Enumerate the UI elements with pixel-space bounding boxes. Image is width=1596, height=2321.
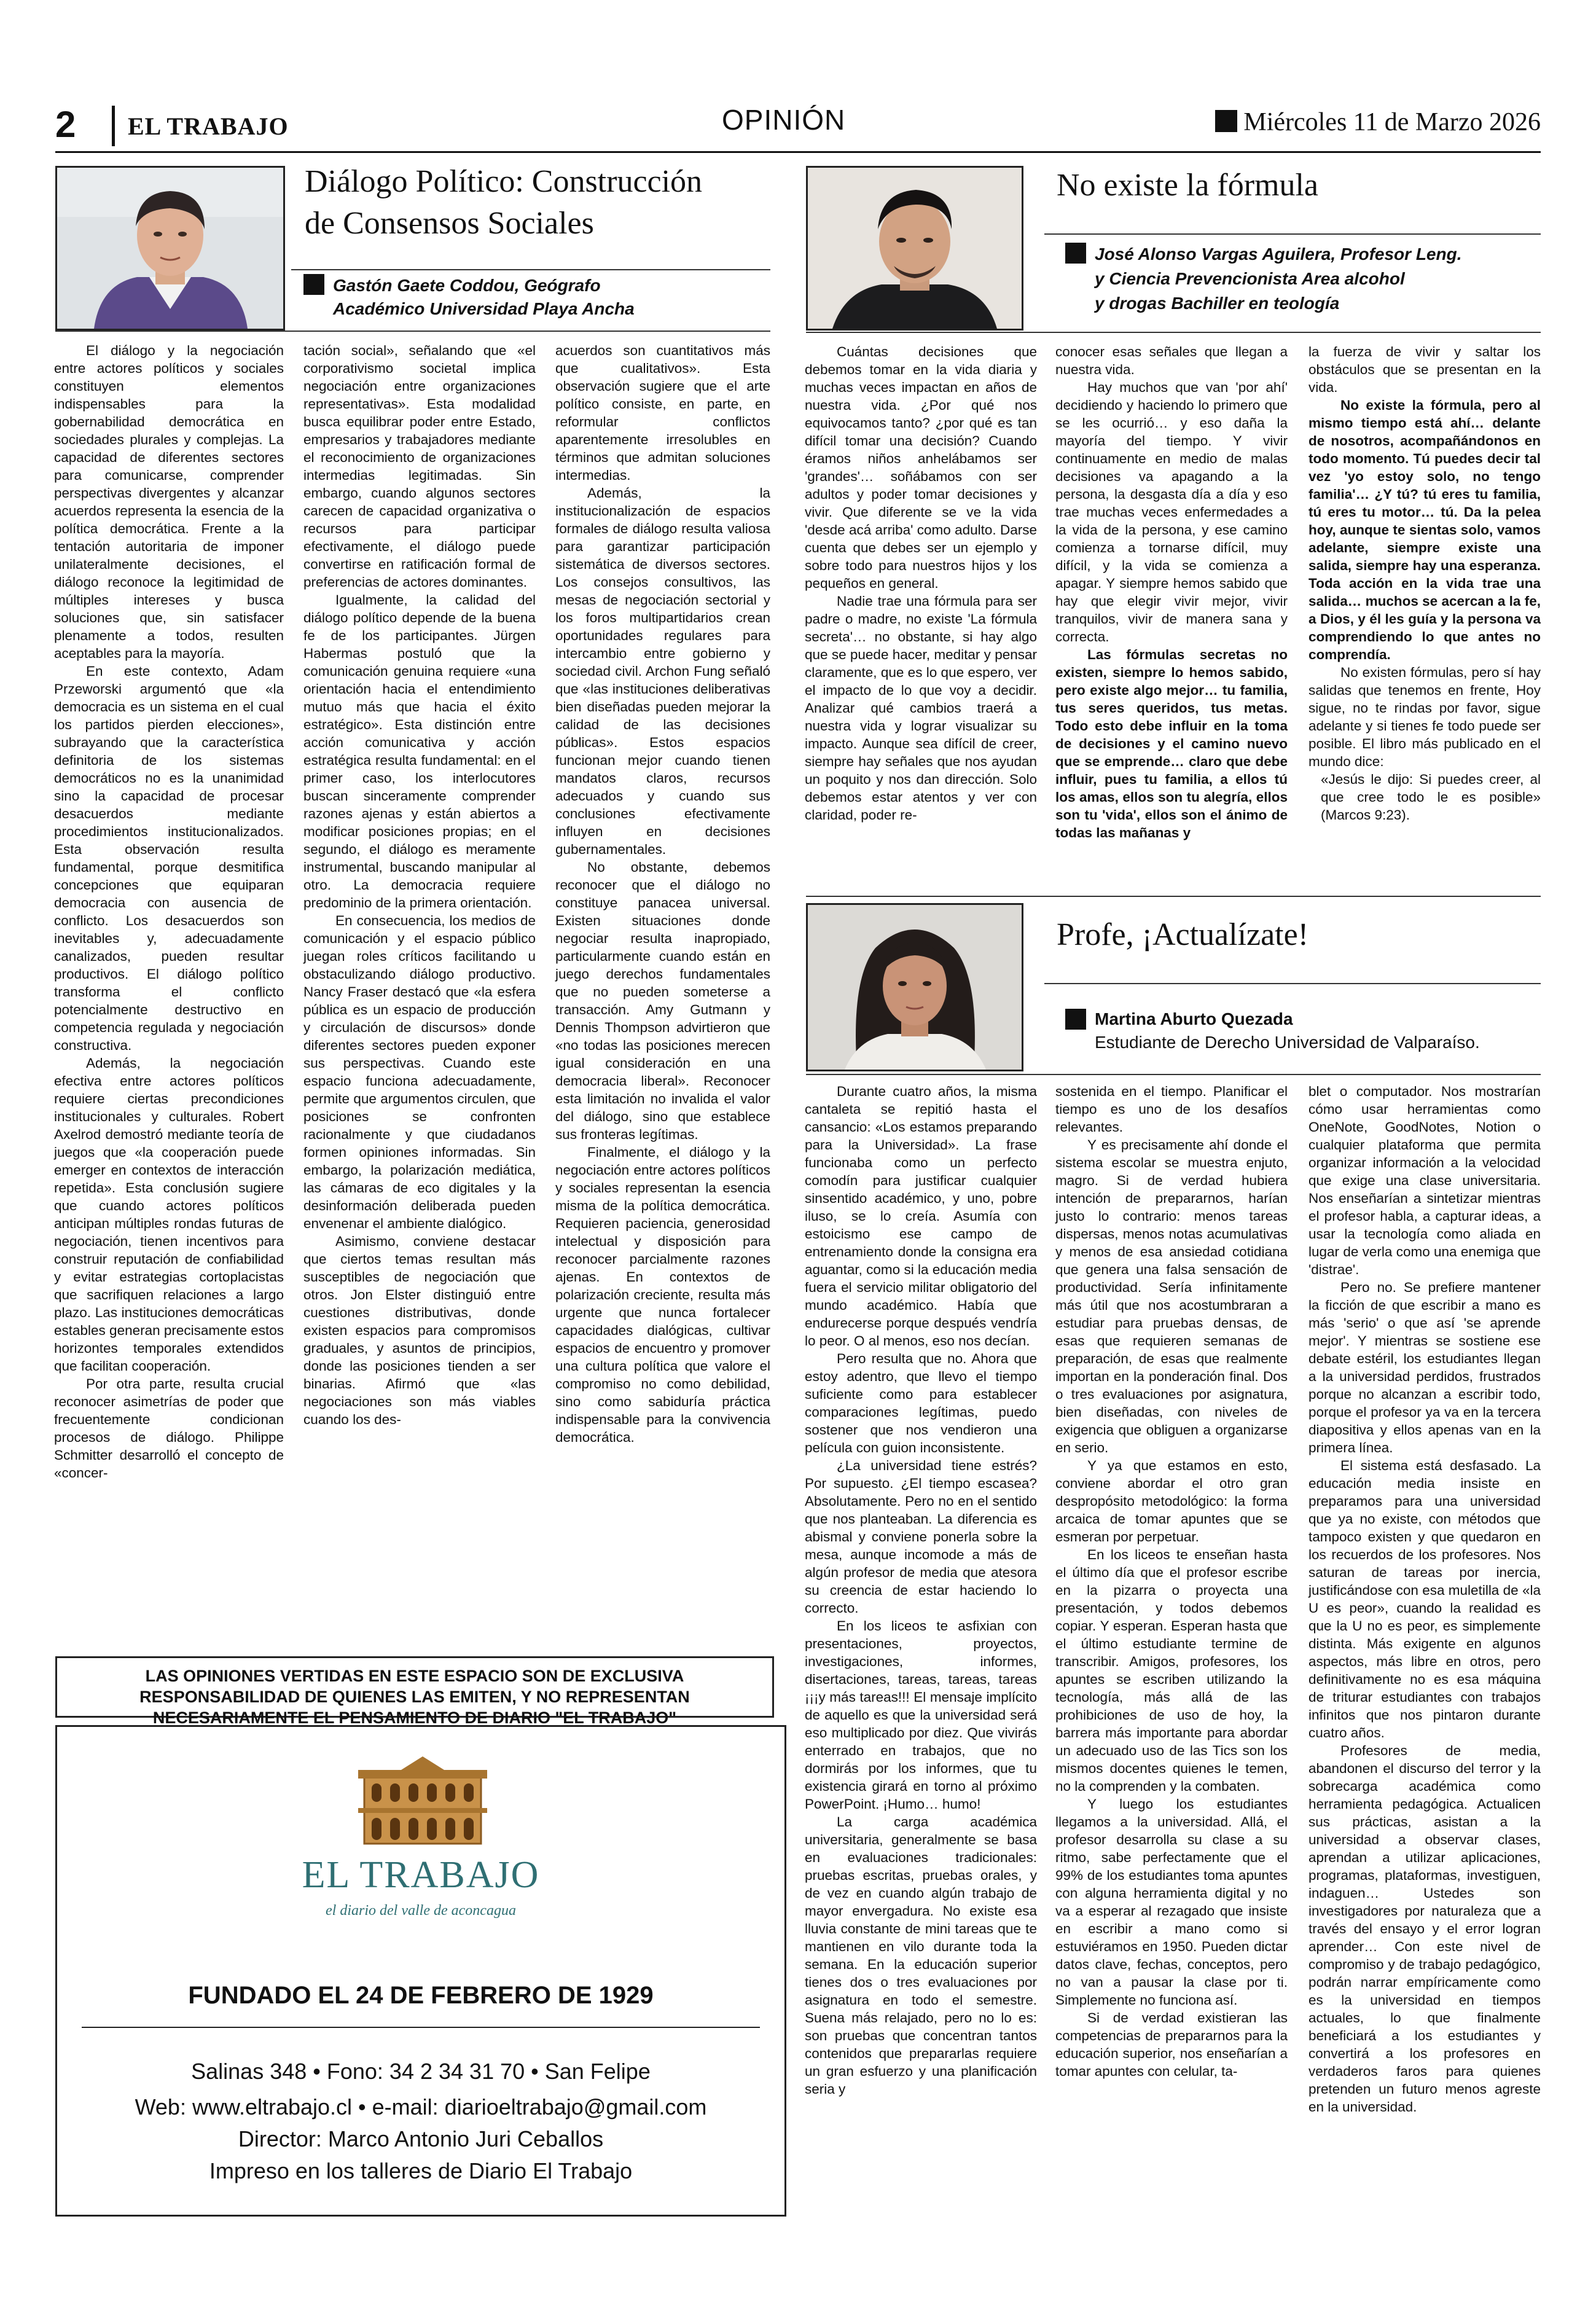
article2-title: No existe la fórmula	[1057, 168, 1318, 203]
article1-paragraph: Asimismo, conviene destacar que ciertos temas resultan más susceptibles de negociación que otros. Jon Elster distinguió entre cuestiones distributivas, donde existen espacios para compromisos graduales, y asuntos de principios, donde las posiciones tienden a ser binarias. Afirmó que «las negociaciones son más viables cuando los des-	[303, 1234, 536, 1427]
contact-line: Web: www.eltrabajo.cl • e-mail: diarioeltrabajo@gmail.com	[135, 2094, 707, 2119]
article3-paragraph: El sistema está desfasado. La educación media insiste en preparamos para una universidad que ya no existe, con métodos que tampoco existen y que quedaron en los recuerdos de los profesores. Nos saturan de tareas por inercia, justificándose con esa muletilla de «la U es peor», cuando la realidad es que la U no es peor, es simplemente distinta. Más exigente en algunos aspectos, más libre en otros, pero definitivamente no es esa máquina de triturar estudiantes con trabajos infinitos que nos pintaron durante cuatro años.	[1308, 1458, 1541, 1740]
article3-paragraph: ¿La universidad tiene estrés? Por supuesto. ¿El tiempo escasea? Absolutamente. Pero no en el sentido que nos planteaban. La diferencia es abismal y conviene ponerla sobre la mesa, aunque incomode a más de algún profesor de media que atesora su creencia de estar haciendo lo correcto.	[805, 1458, 1037, 1616]
article1-paragraph: Además, la institucionalización de espacios formales de diálogo resulta valiosa para garantizar participación sistemática de diversos sectores. Los consejos consultivos, las mesas de negociación sectorial y los foros multipartidarios crean oportunidades regulares para intercambio entre gobierno y sociedad civil. Archon Fung señaló que «las instituciones deliberativas bien diseñadas pueden mejorar la calidad de las decisiones públicas». Estos espacios funcionan mejor cuando tienen mandatos claros, recursos adecuados y cuando sus conclusiones efectivamente influyen en decisiones gubernamentales.	[555, 485, 770, 857]
article3-author: Martina Aburto Quezada	[1095, 1009, 1293, 1028]
article2-column-3	[1308, 343, 1541, 824]
article2-paragraph: Nadie trae una fórmula para ser padre o madre, no existe 'La fórmula secreta'… no obstante, si hay algo que se puede hacer, meditar y pensar claramente, que es lo que espero, ver el impacto de lo que voy a decidir. Analizar qué cambios traerá a nuestra vida y lograr visualizar su impacto. Aunque sea difícil de creer, siempre hay señales que nos ayudan un poquito y nos dan dirección. Solo debemos estar atentos y ver con claridad, poder re-	[805, 593, 1037, 823]
article1-title-line2: de Consensos Sociales	[305, 206, 594, 241]
masthead-info-box	[55, 1725, 786, 2217]
portrait-man-icon	[808, 168, 1022, 329]
article3-paragraph: Pero resulta que no. Ahora que estoy adentro, que llevo el tiempo suficiente como para establecer comparaciones legítimas, puedo sostener que nos vendieron una película con guion inconsistente.	[805, 1351, 1037, 1455]
portrait-woman-icon	[808, 905, 1022, 1070]
disclaimer-box	[55, 1656, 774, 1727]
article1-title	[305, 161, 784, 245]
article2-paragraph: No existen fórmulas, pero sí hay salidas que tenemos en frente, Hoy sigue, no te rindas por favor, sigue adelante y si tienes fe todo puede ser posible. El libro más publicado en el mundo dice:	[1308, 665, 1541, 769]
article1-paragraph: En consecuencia, los medios de comunicación y el espacio público juegan roles críticos facilitando u obstaculizando diálogo productivo. Nancy Fraser destacó que «la esfera pública es un espacio de producción y circulación de discursos» donde diferentes sectores pueden exponer sus perspectivas. Cuando este espacio funciona adecuadamente, permite que argumentos circulen, que posiciones se confronten racionalmente y que ciudadanos formen opiniones informadas. Sin embargo, la polarización mediática, las cámaras de eco digitales y la desinformación deliberada pueden envenenar el ambiente dialógico.	[303, 913, 536, 1231]
article2-column-1	[805, 343, 1037, 824]
article3-title-rule	[1044, 983, 1541, 984]
article3-column-3	[1308, 1082, 1541, 2116]
article3-paragraph: Y es precisamente ahí donde el sistema escolar se muestra enjuto, magro. Si de verdad hubiera intención de prepararnos, harían justo lo contrario: menos tareas dispersas, menos notas acumulativas y menos de esa ansiedad cotidiana que genera una falsa sensación de productividad. Sería infinitamente más útil que nos acostumbraran a estudiar para pruebas densas, de esas que requieren semanas de preparación, de esas que realmente importan en la ponderación final. Dos o tres evaluaciones por asignatura, bien diseñadas, con niveles de exigencia que obliguen a organizarse en serio.	[1055, 1137, 1288, 1455]
article1-column-3	[555, 342, 770, 1446]
article2-byline-rule	[806, 332, 1541, 333]
article1-title-rule	[291, 269, 770, 270]
article2-title-rule	[1044, 233, 1541, 235]
article1-paragraph: El diálogo y la negociación entre actores políticos y sociales constituyen elementos indispensables para la gobernabilidad democrática en sociedades plurales y complejas. La capacidad de diferentes sectores para comunicarse, comprender perspectivas divergentes y alcanzar acuerdos representa la esencia de la política democrática. Frente a la tentación autoritaria de imponer unilateralmente decisiones, el diálogo reconoce la legitimidad de múltiples intereses y busca soluciones que, sin satisfacer plenamente a todos, resulten aceptables para la mayoría.	[54, 343, 284, 661]
article2-author-line3: y drogas Bachiller en teología	[1095, 294, 1340, 313]
director-line: Director: Marco Antonio Juri Ceballos	[238, 2126, 604, 2151]
issue-date-text: Miércoles 11 de Marzo 2026	[1243, 108, 1541, 136]
article2-paragraph: No existe la fórmula, pero al mismo tiempo está ahí… delante de nosotros, acompañándonos en todo momento. Tú puedes decir tal vez 'yo estoy solo, no tengo familia'… ¿Y tú? tú eres tu familia, tú eres tu motor… tú. Da la pelea hoy, aunque te sientas solo, vamos adelante, siempre existe una salida, siempre hay una esperanza. Toda acción en la vida trae una salida… muchos se acercan a la fe, a Dios, y él les guía y la persona va comprendiendo lo que antes no comprendía.	[1308, 397, 1541, 662]
header-divider	[112, 106, 115, 146]
author-photo-vargas	[806, 166, 1023, 331]
portrait-man-icon	[57, 168, 283, 329]
article2-author-line2: y Ciencia Prevencionista Area alcohol	[1095, 269, 1405, 288]
article1-paragraph: Igualmente, la calidad del diálogo político depende de la buena fe de los participantes. Jürgen Habermas postuló que la comunicación genuina requiere «una orientación hacia el entendimiento mutuo más que hacia el éxito estratégico». Esta distinción entre acción comunicativa y acción estratégica resulta fundamental: en el primer caso, los interlocutores buscan sinceramente comprender razones ajenas y están abiertos a modificar posiciones propias; en el segundo, el diálogo es meramente instrumental, buscando manipular al otro. La democracia requiere predominio de la primera orientación.	[303, 592, 536, 910]
article3-paragraph: Durante cuatro años, la misma cantaleta se repitió hasta el cansancio: «Los estamos preparando para la Universidad». La frase funcionaba como un perfecto comodín para justificar cualquier sinsentido académico, y uno, pobre iluso, se lo creía. Asumía con estoicismo ese campo de entrenamiento donde la consigna era aguantar, como si la educación media fuera el servicio militar obligatorio del mundo académico. Había que endurecerse porque después vendría lo peor. O al menos, eso nos decían.	[805, 1084, 1037, 1348]
newspaper-building-logo-icon	[358, 1752, 487, 1850]
section-title: OPINIÓN	[722, 104, 846, 136]
square-bullet-icon	[1065, 243, 1086, 264]
disclaimer-text: LAS OPINIONES VERTIDAS EN ESTE ESPACIO SON DE EXCLUSIVA RESPONSABILIDAD DE QUIENES LAS EMITEN, Y NO REPRESENTAN NECESARIAMENTE EL PENSAMIENTO DE DIARIO "EL TRABAJO"	[139, 1667, 690, 1727]
article2-paragraph: conocer esas señales que llegan a nuestra vida.	[1055, 344, 1288, 377]
article1-paragraph: Finalmente, el diálogo y la negociación entre actores políticos y sociales representan la esencia misma de la política democrática. Requieren paciencia, generosidad intelectual y disposición para reconocer parcialmente razones ajenas. En contextos de polarización creciente, resulta más urgente que nunca fortalecer capacidades dialógicas, cultivar espacios de encuentro y promover una cultura política que valore el compromiso no como debilidad, sino como sabiduría práctica indispensable para la convivencia democrática.	[555, 1145, 770, 1445]
article3-paragraph: La carga académica universitaria, generalmente se basa en evaluaciones tradicionales: pruebas escritas, pruebas orales, y de vez en cuando algún trabajo de mayor envergadura. No existe esa lluvia constante de mini tareas que te mantienen en vilo durante toda la semana. En la educación superior tienes dos o tres evaluaciones por asignatura en todo el semestre. Suena más relajado, pero no lo es: son pruebas que concentran tantos contenidos que prepararlas requiere un gran esfuerzo y una planificación seria y	[805, 1814, 1037, 2097]
article1-affiliation: Académico Universidad Playa Ancha	[333, 299, 635, 318]
article2-bible-quote: «Jesús le dijo: Si puedes creer, al que cree todo le es posible» (Marcos 9:23).	[1321, 772, 1541, 823]
article1-paragraph: En este contexto, Adam Przeworski argumentó que «la democracia es un sistema en el cual los partidos pierden elecciones», subrayando que la característica definitoria de los sistemas democráticos no es la unanimidad sino la capacidad de procesar desacuerdos mediante procedimientos institucionalizados. Esta observación resulta fundamental, porque desmitifica concepciones que equiparan democracia con ausencia de conflicto. Los desacuerdos son inevitables y, adecuadamente canalizados, pueden resultar productivos. El diálogo político transforma el conflicto potencialmente destructivo en competencia regulada y negociación constructiva.	[54, 663, 284, 1053]
founded-rule	[82, 2027, 760, 2028]
article3-paragraph: sostenida en el tiempo. Planificar el tiempo es uno de los desafíos relevantes.	[1055, 1084, 1288, 1135]
article3-top-rule	[806, 896, 1541, 897]
article2-column-2	[1055, 343, 1288, 842]
article1-paragraph: Por otra parte, resulta crucial reconocer asimetrías de poder que frecuentemente condicionan procesos de diálogo. Philippe Schmitter desarrolló el concepto de «concer-	[54, 1376, 284, 1481]
article2-paragraph: Hay muchos que van 'por ahí' decidiendo y haciendo lo primero que se les ocurrió… y eso daña la mayoría del tiempo. Y vivir continuamente en medio de malas decisiones va apagando a la persona, la desgasta día a día y eso trae muchas veces enfermedades a la vida de la persona, y ese camino comienza a tornarse difícil, muy difícil, y la vida se comienza a apagar. Y siempre hemos sabido que hay que elegir vivir mejor, vivir tranquilos, vivir de manera sana y correcta.	[1055, 380, 1288, 644]
article3-paragraph: Y luego los estudiantes llegamos a la universidad. Allá, el profesor desarrolla su clase a su ritmo, sabe perfectamente que el 99% de los estudiantes toma apuntes con alguna herramienta digital y no va a esperar al rezagado que insiste en escribir a mano como si estuviéramos en 1950. Pueden dictar datos clave, fechas, conceptos, pero no van a pausar la clase por ti. Simplemente no funciona así.	[1055, 1796, 1288, 2008]
article1-column-2	[303, 342, 536, 1428]
article3-affiliation: Estudiante de Derecho Universidad de Valparaíso.	[1095, 1033, 1480, 1052]
header-rule	[55, 151, 1541, 153]
square-bullet-icon	[1065, 1009, 1086, 1030]
article2-paragraph: Cuántas decisiones que debemos tomar en la vida diaria y muchas veces impactan en años de nuestra vida. ¿Por qué nos equivocamos tanto? ¿por qué es tan difícil tomar una decisión? Cuando éramos niños anhelábamos ser 'grandes'… soñábamos con ser adultos y poder tomar decisiones y vivir. Que diferente se ve la vida 'desde acá arriba' como adulto. Darse cuenta que debes ser un ejemplo y sobre todo para nuestros hijos y los pequeños en general.	[805, 344, 1037, 591]
article3-paragraph: Si de verdad existieran las competencias de prepararnos para la educación superior, nos enseñarían a tomar apuntes con celular, ta-	[1055, 2010, 1288, 2079]
article1-paragraph: Además, la negociación efectiva entre actores políticos requiere ciertas precondiciones institucionales y culturales. Robert Axelrod demostró mediante teoría de juegos que «la cooperación puede emerger en contextos de interacción repetida». Esta conclusión sugiere que cuando actores políticos anticipan múltiples rondas futuras de negociación, tienen incentivos para construir reputación de confiabilidad y evitar estrategias cortoplacistas que sacrifiquen relaciones a largo plazo. Las instituciones democráticas estables generan precisamente estos horizontes temporales extendidos que facilitan cooperación.	[54, 1055, 284, 1374]
article3-paragraph: Pero no. Se prefiere mantener la ficción de que escribir a mano es más 'serio' o que así 'se aprende mejor'. Y mientras se sostiene ese debate estéril, los estudiantes llegan a la universidad perdidos, frustrados porque no alcanzan a escribir todo, porque el profesor ya va en la tercera diapositiva y ellos apenas van en la primera línea.	[1308, 1280, 1541, 1455]
article3-paragraph: Y ya que estamos en esto, conviene abordar el otro gran despropósito metodológico: la forma arcaica de tomar apuntes que se esmeran por perpetuar.	[1055, 1458, 1288, 1544]
article2-byline	[1065, 242, 1541, 316]
article3-paragraph: Profesores de media, abandonen el discurso del terror y la sobrecarga académica como herramienta pedagógica. Actualicen sus prácticas, asistan a la universidad a observar clases, aprendan a utilizar aplicaciones, programas, plataformas, investiguen, indaguen… Ustedes son investigadores por naturaleza que a través del ensayo y el error logran aprender… Con este nivel de compromiso y de trabajo pedagógico, podrán narrar empíricamente como es la universidad en tiempos actuales, lo que finalmente beneficiará a los estudiantes y convertirá a los profesores en verdaderos faros para quienes pretenden un futuro menos agreste en la universidad.	[1308, 1743, 1541, 2115]
article2-paragraph: la fuerza de vivir y saltar los obstáculos que se presentan en la vida.	[1308, 344, 1541, 395]
article3-paragraph: En los liceos te asfixian con presentaciones, proyectos, investigaciones, informes, disertaciones, tareas, tareas, tareas ¡¡¡y más tareas!!! El mensaje implícito de aquello es que la universidad será eso multiplicado por diez. Que vivirás enterrado en trabajos, que no dormirás por los informes, que tu existencia girará en torno al próximo PowerPoint. ¡Humo… humo!	[805, 1618, 1037, 1812]
square-bullet-icon	[1215, 110, 1237, 132]
article3-column-2	[1055, 1082, 1288, 2080]
article3-column-1	[805, 1082, 1037, 2098]
article1-paragraph: No obstante, debemos reconocer que el diálogo no constituye panacea universal. Existen situaciones donde negociar resulta inapropiado, particularmente cuando están en juego derechos fundamentales que no pueden someterse a transacción. Amy Gutmann y Dennis Thompson advirtieron que «no todas las posiciones merecen igual consideración en una democracia liberal». Reconocer esta limitación no invalida el valor del diálogo, sino que establece sus fronteras legítimas.	[555, 859, 770, 1142]
article2-author-line1: José Alonso Vargas Aguilera, Profesor Leng.	[1095, 245, 1462, 264]
article1-paragraph: tación social», señalando que «el corporativismo societal implica negociación entre organizaciones representativas». Esta modalidad busca equilibrar poder entre Estado, empresarios y trabajadores mediante el reconocimiento de organizaciones intermedias legitimadas. Sin embargo, cuando algunos sectores carecen de capacidad organizativa o recursos para participar efectivamente, el diálogo puede convertirse en ratificación formal de preferencias de actores dominantes.	[303, 343, 536, 590]
newspaper-name: EL TRABAJO	[128, 112, 289, 140]
article1-author: Gastón Gaete Coddou, Geógrafo	[333, 276, 601, 295]
article1-paragraph: acuerdos son cuantitativos más que cualitativos». Esta observación sugiere que el arte político consiste, en parte, en reformular conflictos aparentemente irresolubles en términos que admitan soluciones intermedias.	[555, 343, 770, 483]
article1-column-1	[54, 342, 284, 1482]
printer-line: Impreso en los talleres de Diario El Trabajo	[209, 2158, 633, 2183]
article3-title: Profe, ¡Actualízate!	[1057, 917, 1309, 952]
square-bullet-icon	[303, 274, 324, 295]
author-photo-aburto	[806, 903, 1023, 1071]
founded-date: FUNDADO EL 24 DE FEBRERO DE 1929	[188, 1982, 654, 2009]
article1-byline-rule	[55, 331, 770, 332]
logo-tagline: el diario del valle de aconcagua	[326, 1903, 516, 1919]
article3-paragraph: blet o computador. Nos mostrarían cómo usar herramientas como OneNote, GoodNotes, Notion o cualquier plataforma que permita organizar información a la velocidad que exige una clase universitaria. Nos enseñarían a sintetizar mientras el profesor habla, a capturar ideas, a usar la tecnología como aliada en lugar de verla como una enemiga que 'distrae'.	[1308, 1084, 1541, 1277]
address-line: Salinas 348 • Fono: 34 2 34 31 70 • San Felipe	[191, 2059, 651, 2084]
article3-byline-rule	[806, 1074, 1541, 1075]
article1-byline	[303, 274, 783, 321]
author-photo-gaete	[55, 166, 285, 331]
article1-title-line1: Diálogo Político: Construcción	[305, 164, 703, 199]
article2-paragraph: Las fórmulas secretas no existen, siempre lo hemos sabido, pero existe algo mejor… tu familia, tus seres queridos, tus metas. Todo esto debe influir en la toma de decisiones y el camino nuevo que se emprende… claro que debe influir, pues tu familia, a ellos tú los amas, ellos son tu alegría, ellos son tu 'vida', ellos son el ánimo de todas las mañanas y	[1055, 647, 1288, 840]
issue-date	[1215, 108, 1541, 137]
logo-name: EL TRABAJO	[302, 1854, 540, 1896]
page-number: 2	[55, 104, 76, 145]
article3-paragraph: En los liceos te enseñan hasta el último día que el profesor escribe en la pizarra o proyecta una presentación, y todos debemos copiar. Y esperan. Esperan hasta que el último estudiante termine de transcribir. Amigos, profesores, los apuntes se escriben utilizando la tecnología, más allá de las prohibiciones de uso de hoy, la barrera más importante para abordar un adecuado uso de las Tics son los mismos docentes quienes le temen, no la comprenden y la combaten.	[1055, 1547, 1288, 1794]
article3-byline	[1065, 1008, 1541, 1054]
